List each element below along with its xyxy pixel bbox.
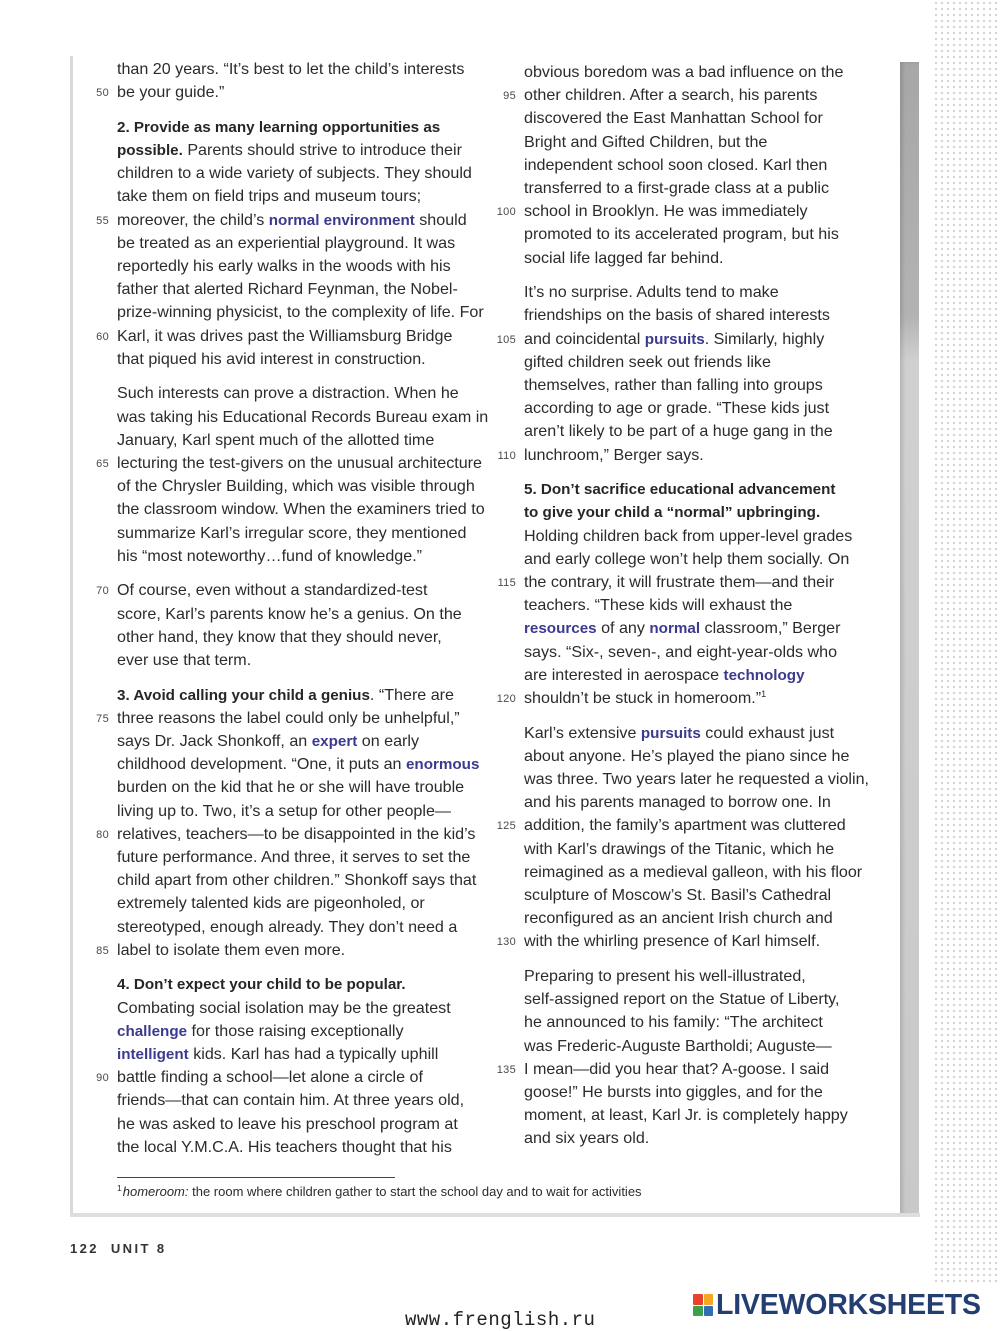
logo-tile (704, 1306, 714, 1317)
text-segment: for those raising exceptionally (187, 1021, 404, 1040)
text-segment: summarize Karl’s irregular score, they mentioned (117, 523, 467, 542)
text-line (524, 351, 876, 374)
text-segment: themselves, rather than falling into groups (524, 375, 823, 394)
text-segment: relatives, teachers—to be disappointed in the kid’s (117, 824, 476, 843)
line-number: 55 (96, 214, 109, 227)
footnote-marker: 1 (117, 1183, 122, 1193)
text-segment: . “There are (369, 685, 454, 704)
text-line (117, 255, 489, 278)
text-line (524, 1011, 876, 1034)
text-line (96, 1066, 489, 1089)
text-segment: should (414, 210, 467, 229)
heading-text: 2. Provide as many learning opportunities as (117, 118, 441, 136)
text-line (524, 131, 876, 154)
text-line (524, 838, 876, 861)
page-edge-left (70, 56, 73, 1216)
site-watermark: www.frenglish.ru (405, 1309, 596, 1331)
text-segment: Bright and Gifted Children, but the (524, 132, 768, 151)
logo-tile (693, 1306, 703, 1317)
text-segment: moreover, the child’s (117, 210, 269, 229)
text-segment: according to age or grade. “These kids just (524, 399, 830, 418)
text-segment: take them on field trips and museum tours; (117, 187, 422, 206)
text-line (524, 548, 876, 571)
text-line (117, 522, 489, 545)
line-number: 90 (96, 1072, 109, 1085)
text-segment: Preparing to present his well-illustrated, (524, 966, 806, 985)
text-line (503, 84, 876, 107)
vocabulary-word: expert (311, 733, 358, 751)
text-segment: moment, at least, Karl Jr. is completely happy (524, 1106, 848, 1125)
heading-text: 5. Don’t sacrifice educational advancement (524, 481, 836, 499)
text-line (524, 1035, 876, 1058)
text-line (96, 325, 489, 348)
text-line (524, 745, 876, 768)
text-line (96, 707, 489, 730)
text-segment: battle finding a school—let alone a circle of (117, 1068, 423, 1087)
logo-tile (693, 1294, 703, 1305)
text-segment: with Karl’s drawings of the Titanic, which he (524, 839, 835, 858)
text-line (117, 498, 489, 521)
text-segment: friendships on the basis of shared interests (524, 306, 830, 325)
text-line (524, 107, 876, 130)
text-segment: child apart from other children.” Shonkoff says that (117, 871, 477, 890)
text-segment: Parents should strive to introduce their (182, 141, 462, 160)
text-segment: . Similarly, highly (704, 329, 825, 348)
text-line (496, 930, 876, 953)
text-segment: friends—that can contain him. At three years old, (117, 1091, 465, 1110)
text-segment: other children. After a search, his parents (524, 86, 818, 105)
text-line (524, 1127, 876, 1150)
liveworksheets-logo[interactable] (693, 1289, 981, 1321)
text-line (96, 823, 489, 846)
line-number: 50 (96, 87, 109, 100)
text-line (524, 177, 876, 200)
text-line (524, 1081, 876, 1104)
text-line (117, 684, 489, 707)
text-segment: lunchroom,” Berger says. (524, 445, 704, 464)
text-line (117, 429, 489, 452)
line-number: 130 (496, 936, 516, 949)
text-line (524, 594, 876, 617)
text-line (524, 617, 876, 640)
line-number: 115 (497, 576, 516, 589)
text-line (117, 1043, 489, 1066)
text-line (524, 768, 876, 791)
text-segment: burden on the kid that he or she will have trouble (117, 778, 465, 797)
text-segment: discovered the East Manhattan School for (524, 109, 823, 128)
text-segment: he announced to his family: “The architect (524, 1013, 823, 1032)
text-segment: promoted to its accelerated program, but his (524, 225, 839, 244)
text-segment: stereotyped, enough already. They don’t need a (117, 917, 458, 936)
text-segment: independent school soon closed. Karl then (524, 155, 828, 174)
text-segment: classroom,” Berger (700, 619, 841, 638)
text-segment: I mean—did you hear that? A-goose. I said (524, 1059, 830, 1078)
paragraph (496, 722, 876, 954)
text-segment: says Dr. Jack Shonkoff, an (117, 732, 312, 751)
logo-tile (704, 1294, 714, 1305)
text-segment: It’s no surprise. Adults tend to make (524, 283, 779, 302)
text-segment: that piqued his avid interest in construction. (117, 349, 426, 368)
line-number: 85 (96, 944, 109, 957)
text-segment: score, Karl’s parents know he’s a genius. On the (117, 604, 462, 623)
text-segment: kids. Karl has had a typically uphill (188, 1045, 439, 1063)
text-segment: was taking his Educational Records Bureau exam in (117, 407, 489, 426)
text-segment: other hand, they know that they should never, (117, 627, 442, 646)
text-line (117, 892, 489, 915)
vocabulary-word: normal environment (268, 211, 415, 229)
text-segment: are interested in aerospace (524, 665, 724, 684)
text-line (524, 664, 876, 687)
text-segment: the classroom window. When the examiners tried to (117, 500, 485, 519)
text-line (117, 382, 489, 405)
text-segment: of any (596, 619, 650, 638)
text-segment: shouldn’t be stuck in homeroom.” (524, 688, 762, 707)
text-line (524, 988, 876, 1011)
text-segment: father that alerted Richard Feynman, the Nobel- (117, 280, 458, 299)
paragraph (96, 116, 489, 371)
text-line (117, 603, 489, 626)
paragraph (96, 684, 489, 962)
vocabulary-word: technology (723, 666, 805, 684)
text-line (117, 846, 489, 869)
text-line (496, 200, 876, 223)
text-segment: and six years old. (524, 1129, 650, 1148)
footnote-definition: the room where children gather to start the school day and to wait for activities (188, 1184, 642, 1199)
text-segment: says. “Six-, seven-, and eight-year-olds who (524, 642, 838, 661)
text-line (524, 61, 876, 84)
text-line (96, 81, 489, 104)
text-segment: January, Karl spent much of the allotted time (117, 430, 435, 449)
text-segment: the contrary, it will frustrate them—and their (524, 572, 835, 591)
text-segment: reportedly his early walks in the woods with his (117, 257, 451, 275)
line-number: 60 (96, 330, 109, 343)
text-segment: the local Y.M.C.A. His teachers thought that his (117, 1137, 452, 1156)
unit-label: UNIT 8 (110, 1241, 167, 1256)
page-number: 122 (70, 1241, 99, 1256)
text-segment: teachers. “These kids will exhaust the (524, 596, 793, 615)
vocabulary-word: challenge (117, 1022, 188, 1040)
text-line (117, 1113, 489, 1136)
text-line (524, 478, 876, 501)
text-segment: was Frederic-Auguste Bartholdi; Auguste— (524, 1036, 832, 1055)
text-line (117, 997, 489, 1020)
line-number: 80 (96, 828, 109, 841)
text-segment: Combating social isolation may be the greatest (117, 998, 451, 1017)
text-line (524, 1104, 876, 1127)
text-segment: his “most noteworthy…fund of knowledge.” (117, 546, 423, 565)
text-segment: social life lagged far behind. (524, 248, 724, 267)
text-line (117, 348, 489, 371)
text-line (117, 301, 489, 324)
text-segment: Holding children back from upper-level grades (524, 526, 853, 545)
text-line (117, 162, 489, 185)
paragraph (496, 965, 876, 1151)
text-line (117, 649, 489, 672)
text-segment: living up to. Two, it’s a setup for other people— (117, 801, 451, 820)
text-line (117, 916, 489, 939)
text-segment: could exhaust just (700, 723, 835, 742)
text-line (117, 869, 489, 892)
text-segment: lecturing the test-givers on the unusual architecture (117, 454, 482, 472)
text-line (524, 965, 876, 988)
text-segment: label to isolate them even more. (117, 940, 346, 959)
footnote-rule (117, 1177, 395, 1178)
vocabulary-word: pursuits (644, 330, 705, 348)
text-line (524, 641, 876, 664)
text-segment: aren’t likely to be part of a huge gang in the (524, 422, 833, 441)
text-line (117, 278, 489, 301)
text-line (524, 374, 876, 397)
text-column-right (496, 61, 876, 1150)
vocabulary-word: normal (649, 620, 701, 638)
text-segment: three reasons the label could only be unhelpful,” (117, 708, 460, 727)
paragraph (96, 973, 489, 1159)
dotted-margin-pattern (933, 0, 1000, 1285)
text-line (117, 232, 489, 255)
text-line (117, 406, 489, 429)
text-segment: be treated as an experiential playground. It was (117, 233, 456, 252)
page-footer (70, 1241, 166, 1256)
page-edge-bottom (70, 1213, 920, 1217)
footnote (117, 1183, 642, 1200)
line-number: 125 (496, 820, 516, 833)
text-line (117, 475, 489, 498)
text-line (524, 884, 876, 907)
heading-text: 4. Don’t expect your child to be popular. (117, 976, 406, 994)
heading-text: possible. (117, 142, 183, 160)
text-line (117, 626, 489, 649)
text-line (117, 1089, 489, 1112)
text-segment: addition, the family’s apartment was cluttered (524, 816, 846, 835)
line-number: 75 (96, 712, 109, 725)
text-segment: he was asked to leave his preschool program at (117, 1114, 458, 1133)
text-line (524, 501, 876, 524)
footnote-term: homeroom: (122, 1184, 189, 1199)
text-segment: was three. Two years later he requested a violin, (524, 769, 870, 788)
text-segment: childhood development. “One, it puts an (117, 755, 406, 774)
text-line (496, 1058, 876, 1081)
text-line (117, 753, 489, 776)
paragraph (96, 382, 489, 568)
text-line (524, 525, 876, 548)
line-number: 70 (96, 585, 109, 598)
heading-text: to give your child a “normal” upbringing. (524, 504, 821, 522)
text-line (117, 973, 489, 996)
text-line (497, 444, 876, 467)
text-segment: ever use that term. (117, 651, 252, 669)
vocabulary-word: pursuits (640, 724, 701, 742)
liveworksheets-logo-icon (693, 1294, 713, 1316)
line-number: 65 (96, 458, 109, 470)
text-segment: on early (357, 732, 420, 751)
text-segment: gifted children seek out friends like (524, 352, 771, 371)
text-segment: future performance. And three, it serves to set the (117, 848, 471, 866)
text-line (524, 281, 876, 304)
text-line (117, 139, 489, 162)
text-segment: about anyone. He’s played the piano since he (524, 746, 850, 765)
line-number: 100 (496, 206, 516, 219)
text-line (496, 687, 876, 710)
text-segment: Karl’s extensive (524, 723, 641, 742)
text-line (117, 116, 489, 139)
text-segment: prize-winning physicist, to the complexity of life. For (117, 303, 484, 322)
text-line (524, 420, 876, 443)
line-number: 105 (496, 333, 516, 346)
paragraph (96, 579, 489, 672)
logo-text: LIVEWORKSHEETS (716, 1289, 981, 1321)
text-line (96, 209, 489, 232)
page-edge-shadow (900, 62, 919, 1215)
vocabulary-word: enormous (405, 756, 480, 774)
text-line (117, 800, 489, 823)
text-line (497, 571, 876, 594)
text-line (524, 907, 876, 930)
text-segment: than 20 years. “It’s best to let the child’s interests (117, 60, 465, 78)
text-segment: and early college won’t help them socially. On (524, 549, 850, 568)
text-segment: be your guide.” (117, 83, 225, 102)
text-segment: self-assigned report on the Statue of Liberty, (524, 990, 840, 1009)
text-segment: obvious boredom was a bad influence on the (524, 63, 844, 81)
line-number: 120 (496, 692, 516, 705)
text-segment: goose!” He bursts into giggles, and for the (524, 1082, 823, 1101)
heading-text: 3. Avoid calling your child a genius (117, 686, 370, 704)
text-segment: Such interests can prove a distraction. When he (117, 384, 459, 403)
vocabulary-word: intelligent (117, 1046, 189, 1063)
text-line (117, 58, 489, 81)
paragraph (96, 58, 489, 104)
text-segment: school in Brooklyn. He was immediately (524, 202, 808, 221)
text-segment: children to a wide variety of subjects. They should (117, 164, 472, 183)
text-line (117, 185, 489, 208)
text-segment: reimagined as a medieval galleon, with his floor (524, 862, 863, 881)
text-line (524, 791, 876, 814)
line-number: 110 (497, 449, 516, 462)
text-segment: with the whirling presence of Karl himself. (524, 932, 821, 951)
text-line (96, 939, 489, 962)
text-line (524, 247, 876, 270)
text-line (524, 861, 876, 884)
text-line (524, 397, 876, 420)
text-line (496, 814, 876, 837)
text-segment: sculpture of Moscow’s St. Basil’s Cathedral (524, 885, 832, 904)
line-number: 95 (503, 90, 516, 103)
paragraph (496, 61, 876, 270)
text-line (524, 154, 876, 177)
text-segment: extremely talented kids are pigeonholed, or (117, 894, 425, 913)
line-number: 135 (496, 1063, 516, 1076)
text-line (117, 776, 489, 799)
text-column-left (96, 58, 489, 1159)
text-line (496, 328, 876, 351)
text-line (117, 730, 489, 753)
footnote-reference: 1 (761, 688, 767, 699)
text-line (117, 1020, 489, 1043)
text-line (117, 1136, 489, 1159)
text-segment: of the Chrysler Building, which was visible through (117, 477, 475, 496)
text-segment: and his parents managed to borrow one. In (524, 793, 831, 812)
text-segment: and coincidental (524, 329, 645, 348)
paragraph (496, 281, 876, 467)
paragraph (496, 478, 876, 710)
text-line (524, 722, 876, 745)
vocabulary-word: resources (524, 620, 597, 638)
text-line (96, 579, 489, 602)
text-line (96, 452, 489, 475)
text-segment: reconfigured as an ancient Irish church and (524, 909, 833, 928)
text-line (117, 545, 489, 568)
text-line (524, 304, 876, 327)
text-segment: transferred to a first-grade class at a public (524, 178, 830, 197)
text-segment: Karl, it was drives past the Williamsburg Bridge (117, 326, 453, 345)
text-segment: Of course, even without a standardized-test (117, 581, 428, 600)
text-line (524, 223, 876, 246)
